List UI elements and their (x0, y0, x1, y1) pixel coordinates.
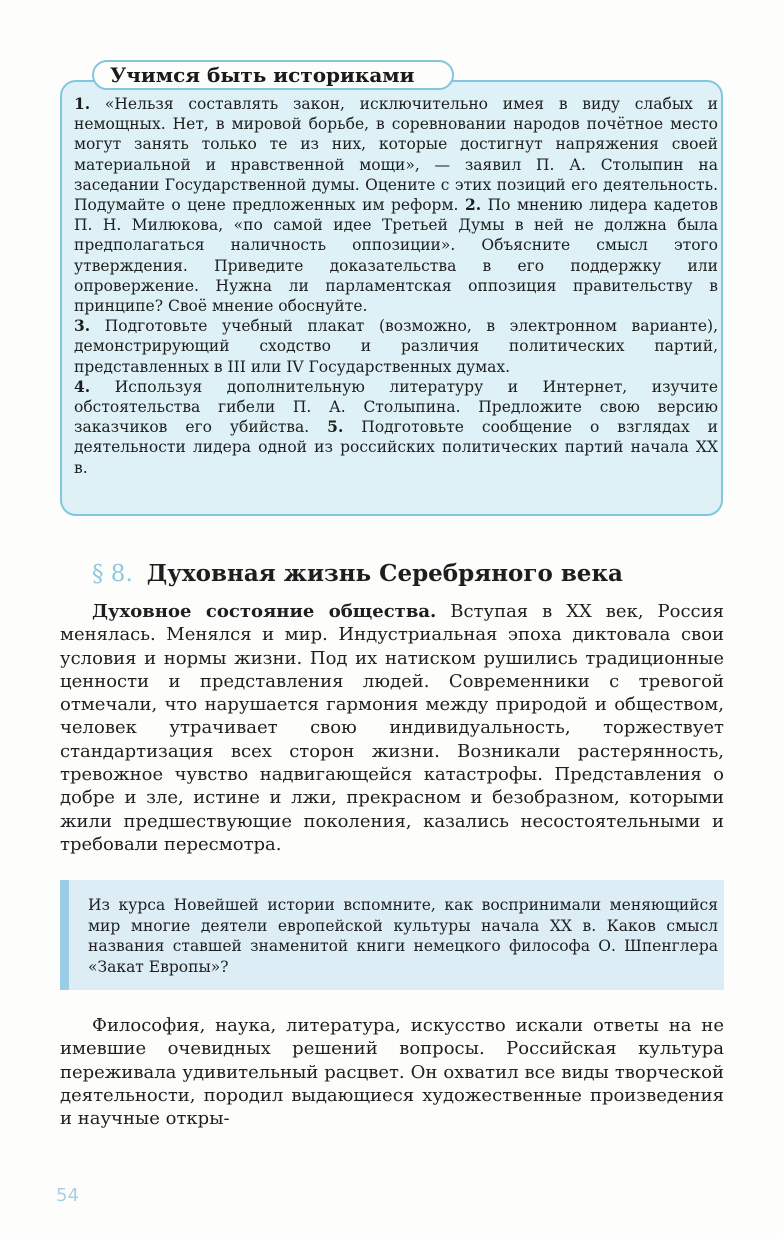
task-number-1: 1. (74, 94, 91, 113)
paragraph-lead: Духовное состояние общества. (92, 601, 437, 622)
section-number: § 8. (92, 561, 133, 587)
task-number-5: 5. (327, 417, 344, 437)
task-item-4: Используя дополнительную литературу и Интернет, изучите обстоятельства гибели П. А. Столыпина. Предложите свою версию заказчиков его убийства. (74, 377, 718, 437)
task-box-title: Учимся быть историками (92, 60, 454, 90)
section-title: Духовная жизнь Серебряного века (146, 560, 623, 587)
task-number-2: 2. (464, 195, 482, 215)
task-box-text (74, 94, 718, 478)
task-number-4: 4. (74, 376, 91, 396)
page-number: 54 (56, 1185, 79, 1206)
paragraph-text: Вступая в XX век, Россия менялась. Менялся и мир. Индустриальная эпоха диктовала свои условия и нормы жизни. Под их натиском рушились традиционные ценности и представления людей. Современники с тревогой отмечали, что нарушается гармония между природой и обществом, человек утрачивает свою индивидуальность, торжествует стандартизация всех сторон жизни. Возникали растерянность, тревожное чувство надвигающейся катастрофы. Представления о добре и зле, истине и лжи, прекрасном и безобразном, которыми жили предшествующие поколения, казались несостоятельными и требовали пересмотра. (60, 601, 724, 855)
recall-box-text: Из курса Новейшей истории вспомните, как воспринимали меняющийся мир многие деятели европейской культуры начала XX в. Каков смысл названия ставшей знаменитой книги немецкого философа О. Шпенглера «Закат Европы»? (88, 896, 718, 976)
paragraph-culture (60, 1014, 724, 1130)
task-item-2: По мнению лидера кадетов П. Н. Милюкова, «по самой идее Третьей Думы в ней не должна была предполагаться наличность оппозиции». Объясните смысл этого утверждения. Приведите доказательства в его поддержку или опровержение. Нужна ли парламентская оппозиция правительству в принципе? Своё мнение обоснуйте. (74, 196, 718, 316)
task-number-3: 3. (74, 316, 91, 336)
task-item-3: Подготовьте учебный плакат (возможно, в электронном варианте), демонстрирующий сходство и различия политических партий, представленных в III или IV Государственных думах. (74, 317, 718, 376)
paragraph-text: Философия, наука, литература, искусство искали ответы на не имевшие очевидных решений вопросы. Российская культура переживала удивительный расцвет. Он охватил все виды творческой деятельности, породил выдающиеся художественные произведения и научные откры- (60, 1015, 724, 1130)
section-heading (92, 558, 732, 590)
task-item-5: Подготовьте сообщение о взглядах и деятельности лидера одной из российских политических партий начала XX в. (74, 418, 718, 477)
paragraph-spiritual-state (60, 600, 724, 856)
task-item-1: «Нельзя составлять закон, исключительно имея в виду слабых и немощных. Нет, в мировой борьбе, в соревновании народов почётное место могут занять только те из них, которые достигнут напряжения своей материальной и нравственной мощи», — заявил П. А. Столыпин на заседании Государственной думы. Оцените с этих позиций его деятельность. Подумайте о цене предложенных им реформ. (74, 95, 718, 215)
